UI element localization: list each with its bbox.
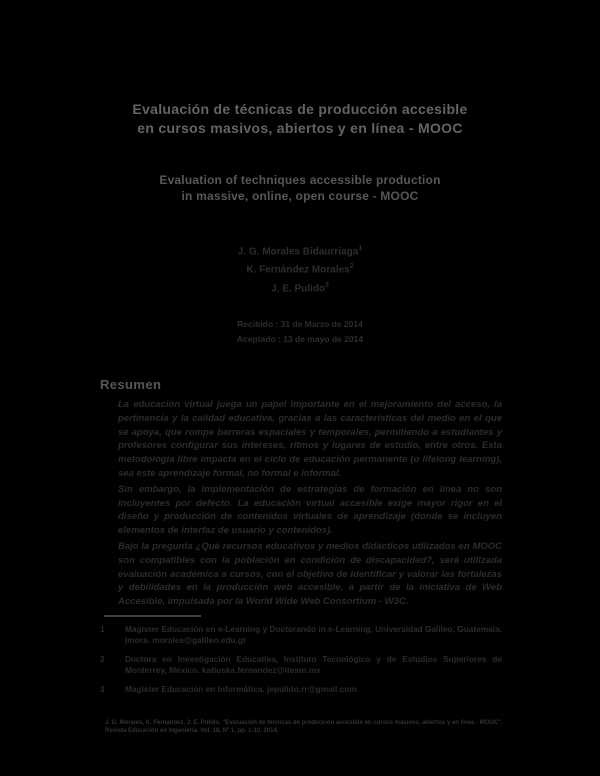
paper-title-spanish [0,100,600,138]
footnote-text: Doctora en Investigación Educativa, Instituto Tecnológico y de Estudios Superiores de Monterrey, México. katiuska.fernandez@itesm.mx [125,654,502,675]
author-affiliation-superscript: 1 [358,245,363,252]
author-list [0,241,600,296]
footnote-separator-rule [104,615,201,617]
submission-dates [0,317,600,347]
author-name [0,259,600,277]
author-name [0,241,600,259]
title-es-line-1: Evaluación de técnicas de producción accesible [132,101,468,117]
title-en-line-2: in massive, online, open course - MOOC [181,189,419,203]
author-affiliation-superscript: 3 [325,281,329,289]
author-name-text: J. E. Pulido [271,282,325,294]
footnote-number: 2 [100,654,105,664]
footnote-list [100,624,502,704]
received-date: Recibido : 31 de Marzo de 2014 [237,319,363,329]
footnote-number: 1 [100,624,105,634]
accepted-date: Aceptado : 13 de mayo de 2014 [236,334,364,344]
paper-title-english [0,172,600,204]
author-affiliation-superscript: 2 [349,263,354,271]
footnote-item [100,684,502,695]
abstract-body [118,398,502,611]
author-name-text: K. Fernández Morales [246,264,350,276]
footnote-number: 3 [100,684,105,694]
title-en-line-1: Evaluation of techniques accessible production [159,173,441,187]
footnote-item [100,624,502,645]
footnote-text: Magíster Educación en Informática. jepulido.rr@gmail.com [125,684,357,694]
abstract-paragraph-1: La educación virtual juega un papel importante en el mejoramiento del acceso, la pertinencia y la calidad educativa, gracias a las características del medio en el que se apoya, que rompe barreras espaciales y temporales, permitiendo a estudiantes y profesores configurar sus intereses, ritmos y lugares de estudio, entre otros. Esta metodología libre impacta en el ciclo de educación permanente (o lifelong learning), sea este aprendizaje formal, no formal e informal. [118,399,502,479]
abstract-heading: Resumen [100,377,162,392]
author-name [0,278,600,296]
abstract-paragraph-2: Sin embargo, la implementación de estrategias de formación en línea no son incluyentes por defecto. La educación virtual accesible exige mayor rigor en el diseño y producción de contenidos virtuales de aprendizaje (donde se incluyen elementos de interfaz de usuario y contenidos). [118,483,502,537]
title-es-line-2: en cursos masivos, abiertos y en línea - MOOC [137,120,463,136]
footnote-item [100,654,502,675]
footnote-text: Magíster Educación en e-Learning y Doctorando in e-Learning, Universidad Galileo, Guatemala. jmora. morales@galileo.edu.gt [125,624,502,645]
abstract-paragraph-3: Bajo la pregunta ¿Qué recursos educativos y medios didácticos utilizados en MOOC son compatibles con la población en condición de discapacidad?, será utilizada evaluación académica a cursos, con el objetivo de identificar y valorar las fortalezas y debilidades en la producción web accesible, a partir de la iniciativa de Web Accesible, impulsada por la World Wide Web Consortium - W3C. [118,540,502,608]
author-name-text: J. G. Morales Bidaurriaga [237,246,359,258]
footer-citation: J. G. Morales, K. Fernández, J. E. Pulido. "Evaluación de técnicas de producción accesible en cursos masivos, abiertos y en línea - MOOC". Revista Educación en Ingeniería. Vol. 18, Nº 1, pp. 1-10. 2014. [105,720,503,734]
